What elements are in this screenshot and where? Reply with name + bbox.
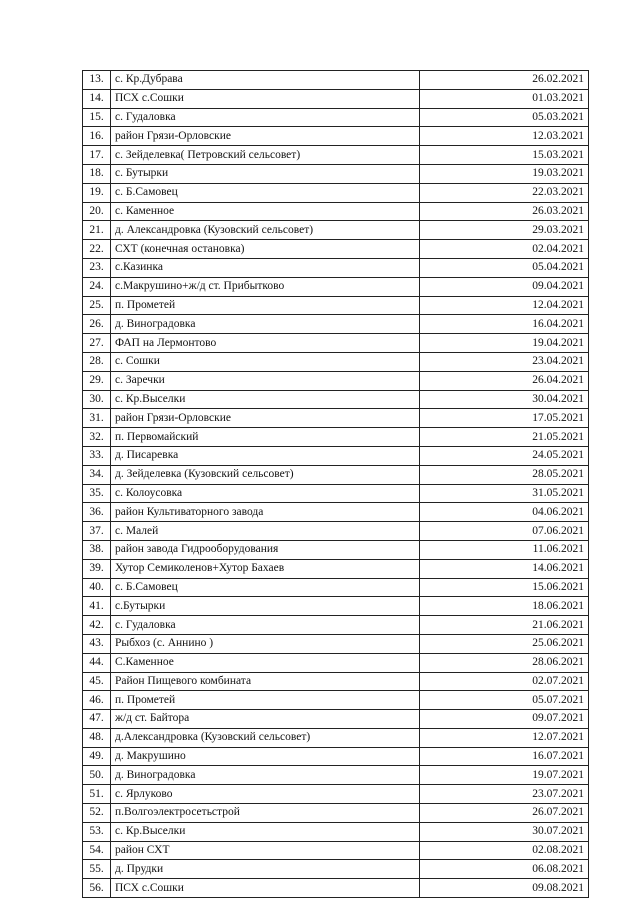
table-row [83, 822, 589, 841]
row-place: район Культиваторного завода [111, 503, 420, 522]
table-row [83, 578, 589, 597]
row-place: с. Кр.Дубрава [111, 71, 420, 90]
row-number: 23. [83, 258, 111, 277]
row-date: 19.03.2021 [420, 164, 589, 183]
row-place: с. Заречки [111, 371, 420, 390]
row-date: 28.06.2021 [420, 653, 589, 672]
row-place: с. Кр.Выселки [111, 390, 420, 409]
row-number: 32. [83, 428, 111, 447]
row-number: 54. [83, 841, 111, 860]
row-date: 17.05.2021 [420, 409, 589, 428]
table-row [83, 465, 589, 484]
row-date: 02.04.2021 [420, 240, 589, 259]
row-number: 47. [83, 710, 111, 729]
row-number: 13. [83, 71, 111, 90]
table-row [83, 841, 589, 860]
row-date: 16.04.2021 [420, 315, 589, 334]
table-row [83, 371, 589, 390]
row-number: 48. [83, 728, 111, 747]
table-row [83, 71, 589, 90]
table-row [83, 352, 589, 371]
row-date: 23.04.2021 [420, 352, 589, 371]
row-number: 31. [83, 409, 111, 428]
table-row [83, 146, 589, 165]
row-date: 28.05.2021 [420, 465, 589, 484]
row-date: 02.07.2021 [420, 672, 589, 691]
row-number: 29. [83, 371, 111, 390]
row-number: 33. [83, 446, 111, 465]
row-number: 50. [83, 766, 111, 785]
row-place: район СХТ [111, 841, 420, 860]
row-place: п. Прометей [111, 296, 420, 315]
row-place: ж/д ст. Байтора [111, 710, 420, 729]
row-number: 35. [83, 484, 111, 503]
row-date: 05.04.2021 [420, 258, 589, 277]
table-row [83, 747, 589, 766]
table-row [83, 164, 589, 183]
table-row [83, 334, 589, 353]
row-date: 07.06.2021 [420, 522, 589, 541]
table-row [83, 296, 589, 315]
row-date: 15.06.2021 [420, 578, 589, 597]
row-date: 02.08.2021 [420, 841, 589, 860]
row-place: с. Малей [111, 522, 420, 541]
row-number: 46. [83, 691, 111, 710]
table-row [83, 409, 589, 428]
table-row [83, 597, 589, 616]
row-place: п.Волгоэлектросетьстрой [111, 804, 420, 823]
row-date: 12.07.2021 [420, 728, 589, 747]
row-date: 05.07.2021 [420, 691, 589, 710]
table-row [83, 804, 589, 823]
row-date: 12.04.2021 [420, 296, 589, 315]
row-place: район Грязи-Орловские [111, 127, 420, 146]
row-number: 52. [83, 804, 111, 823]
table-row [83, 616, 589, 635]
row-date: 26.07.2021 [420, 804, 589, 823]
row-date: 30.07.2021 [420, 822, 589, 841]
row-date: 31.05.2021 [420, 484, 589, 503]
row-number: 49. [83, 747, 111, 766]
row-place: с. Зейделевка( Петровский сельсовет) [111, 146, 420, 165]
row-number: 42. [83, 616, 111, 635]
schedule-table-body [83, 71, 589, 898]
row-number: 20. [83, 202, 111, 221]
row-number: 38. [83, 540, 111, 559]
row-number: 25. [83, 296, 111, 315]
row-number: 44. [83, 653, 111, 672]
table-row [83, 127, 589, 146]
row-place: с.Казинка [111, 258, 420, 277]
row-place: район завода Гидрооборудования [111, 540, 420, 559]
row-number: 39. [83, 559, 111, 578]
row-place: д. Александровка (Кузовский сельсовет) [111, 221, 420, 240]
row-place: с. Ярлуково [111, 785, 420, 804]
row-number: 28. [83, 352, 111, 371]
table-row [83, 258, 589, 277]
row-place: с. Б.Самовец [111, 183, 420, 202]
row-place: с. Каменное [111, 202, 420, 221]
row-number: 51. [83, 785, 111, 804]
row-place: Район Пищевого комбината [111, 672, 420, 691]
row-date: 01.03.2021 [420, 89, 589, 108]
table-row [83, 503, 589, 522]
row-number: 14. [83, 89, 111, 108]
row-date: 22.03.2021 [420, 183, 589, 202]
table-row [83, 390, 589, 409]
row-date: 18.06.2021 [420, 597, 589, 616]
row-number: 17. [83, 146, 111, 165]
table-row [83, 540, 589, 559]
table-row [83, 484, 589, 503]
table-row [83, 691, 589, 710]
row-place: ФАП на Лермонтово [111, 334, 420, 353]
row-place: д. Виноградовка [111, 315, 420, 334]
row-number: 40. [83, 578, 111, 597]
table-row [83, 183, 589, 202]
table-row [83, 672, 589, 691]
table-row [83, 728, 589, 747]
row-place: д. Зейделевка (Кузовский сельсовет) [111, 465, 420, 484]
row-place: с. Бутырки [111, 164, 420, 183]
row-place: Хутор Семиколенов+Хутор Бахаев [111, 559, 420, 578]
row-place: с. Б.Самовец [111, 578, 420, 597]
row-number: 27. [83, 334, 111, 353]
row-number: 22. [83, 240, 111, 259]
row-place: с. Гудаловка [111, 108, 420, 127]
table-row [83, 785, 589, 804]
row-number: 34. [83, 465, 111, 484]
row-number: 19. [83, 183, 111, 202]
row-date: 16.07.2021 [420, 747, 589, 766]
row-date: 19.04.2021 [420, 334, 589, 353]
row-date: 23.07.2021 [420, 785, 589, 804]
table-row [83, 89, 589, 108]
row-place: д.Александровка (Кузовский сельсовет) [111, 728, 420, 747]
table-row [83, 634, 589, 653]
row-place: С.Каменное [111, 653, 420, 672]
row-place: п. Прометей [111, 691, 420, 710]
table-row [83, 766, 589, 785]
row-place: с.Макрушино+ж/д ст. Прибытково [111, 277, 420, 296]
row-number: 37. [83, 522, 111, 541]
row-place: с. Кр.Выселки [111, 822, 420, 841]
row-date: 14.06.2021 [420, 559, 589, 578]
row-number: 53. [83, 822, 111, 841]
row-place: ПСХ с.Сошки [111, 89, 420, 108]
table-row [83, 446, 589, 465]
row-date: 06.08.2021 [420, 860, 589, 879]
row-number: 41. [83, 597, 111, 616]
row-place: Рыбхоз (с. Аннино ) [111, 634, 420, 653]
table-row [83, 240, 589, 259]
row-date: 09.07.2021 [420, 710, 589, 729]
row-place: район Грязи-Орловские [111, 409, 420, 428]
row-date: 26.03.2021 [420, 202, 589, 221]
row-date: 04.06.2021 [420, 503, 589, 522]
row-date: 26.02.2021 [420, 71, 589, 90]
row-date: 30.04.2021 [420, 390, 589, 409]
row-number: 16. [83, 127, 111, 146]
table-row [83, 879, 589, 898]
row-number: 36. [83, 503, 111, 522]
table-row [83, 860, 589, 879]
row-date: 12.03.2021 [420, 127, 589, 146]
row-number: 15. [83, 108, 111, 127]
table-row [83, 108, 589, 127]
table-row [83, 202, 589, 221]
table-row [83, 277, 589, 296]
row-number: 21. [83, 221, 111, 240]
row-date: 15.03.2021 [420, 146, 589, 165]
table-row [83, 428, 589, 447]
row-place: ПСХ с.Сошки [111, 879, 420, 898]
row-date: 11.06.2021 [420, 540, 589, 559]
row-number: 56. [83, 879, 111, 898]
row-date: 09.08.2021 [420, 879, 589, 898]
row-place: д. Прудки [111, 860, 420, 879]
table-row [83, 653, 589, 672]
row-place: д. Виноградовка [111, 766, 420, 785]
row-date: 21.06.2021 [420, 616, 589, 635]
row-number: 45. [83, 672, 111, 691]
row-date: 25.06.2021 [420, 634, 589, 653]
row-number: 30. [83, 390, 111, 409]
row-place: СХТ (конечная остановка) [111, 240, 420, 259]
schedule-table [82, 70, 589, 898]
table-row [83, 559, 589, 578]
row-place: с. Колоусовка [111, 484, 420, 503]
row-number: 24. [83, 277, 111, 296]
row-date: 21.05.2021 [420, 428, 589, 447]
row-place: с. Гудаловка [111, 616, 420, 635]
row-date: 19.07.2021 [420, 766, 589, 785]
row-place: с.Бутырки [111, 597, 420, 616]
row-date: 05.03.2021 [420, 108, 589, 127]
row-date: 29.03.2021 [420, 221, 589, 240]
table-row [83, 315, 589, 334]
table-row [83, 221, 589, 240]
row-date: 26.04.2021 [420, 371, 589, 390]
table-row [83, 522, 589, 541]
table-row [83, 710, 589, 729]
row-date: 24.05.2021 [420, 446, 589, 465]
row-place: п. Первомайский [111, 428, 420, 447]
row-number: 55. [83, 860, 111, 879]
row-place: д. Писаревка [111, 446, 420, 465]
row-date: 09.04.2021 [420, 277, 589, 296]
row-number: 26. [83, 315, 111, 334]
row-place: с. Сошки [111, 352, 420, 371]
row-number: 43. [83, 634, 111, 653]
row-number: 18. [83, 164, 111, 183]
row-place: д. Макрушино [111, 747, 420, 766]
